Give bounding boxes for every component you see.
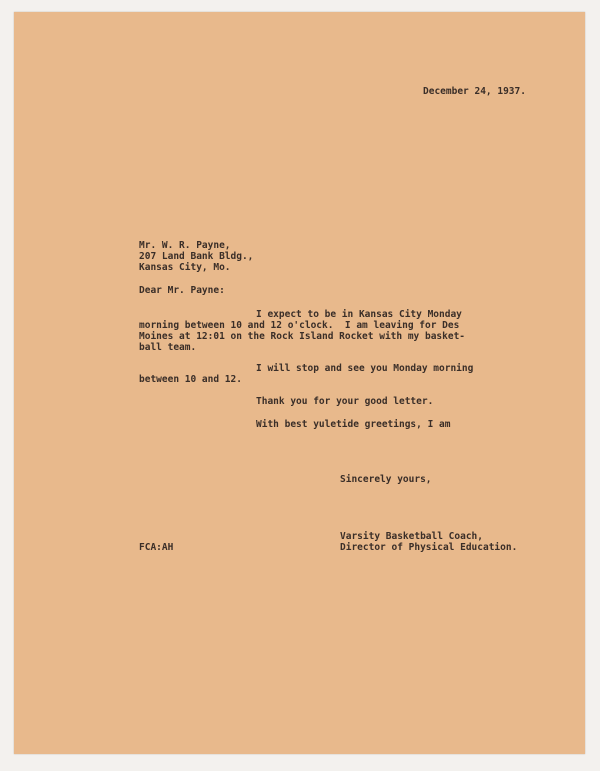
recipient-address: 207 Land Bank Bldg., xyxy=(139,251,254,262)
signature-title-2: Director of Physical Education. xyxy=(340,542,518,553)
typist-initials: FCA:AH xyxy=(139,542,174,553)
paragraph-1-line-4: ball team. xyxy=(139,342,197,353)
salutation: Dear Mr. Payne: xyxy=(139,285,225,296)
letter-page xyxy=(14,12,585,754)
recipient-name: Mr. W. R. Payne, xyxy=(139,240,231,251)
signature-title-1: Varsity Basketball Coach, xyxy=(340,531,483,542)
paragraph-1-line-3: Moines at 12:01 on the Rock Island Rocket with my basket- xyxy=(139,331,466,342)
letter-date: December 24, 1937. xyxy=(423,86,526,97)
paragraph-1-line-2: morning between 10 and 12 o'clock. I am leaving for Des xyxy=(139,320,460,331)
paragraph-4: With best yuletide greetings, I am xyxy=(256,419,451,430)
closing: Sincerely yours, xyxy=(340,474,432,485)
paragraph-2-line-1: I will stop and see you Monday morning xyxy=(256,363,474,374)
recipient-city: Kansas City, Mo. xyxy=(139,262,231,273)
paragraph-2-line-2: between 10 and 12. xyxy=(139,374,242,385)
paragraph-1-line-1: I expect to be in Kansas City Monday xyxy=(256,309,462,320)
paragraph-3: Thank you for your good letter. xyxy=(256,396,434,407)
